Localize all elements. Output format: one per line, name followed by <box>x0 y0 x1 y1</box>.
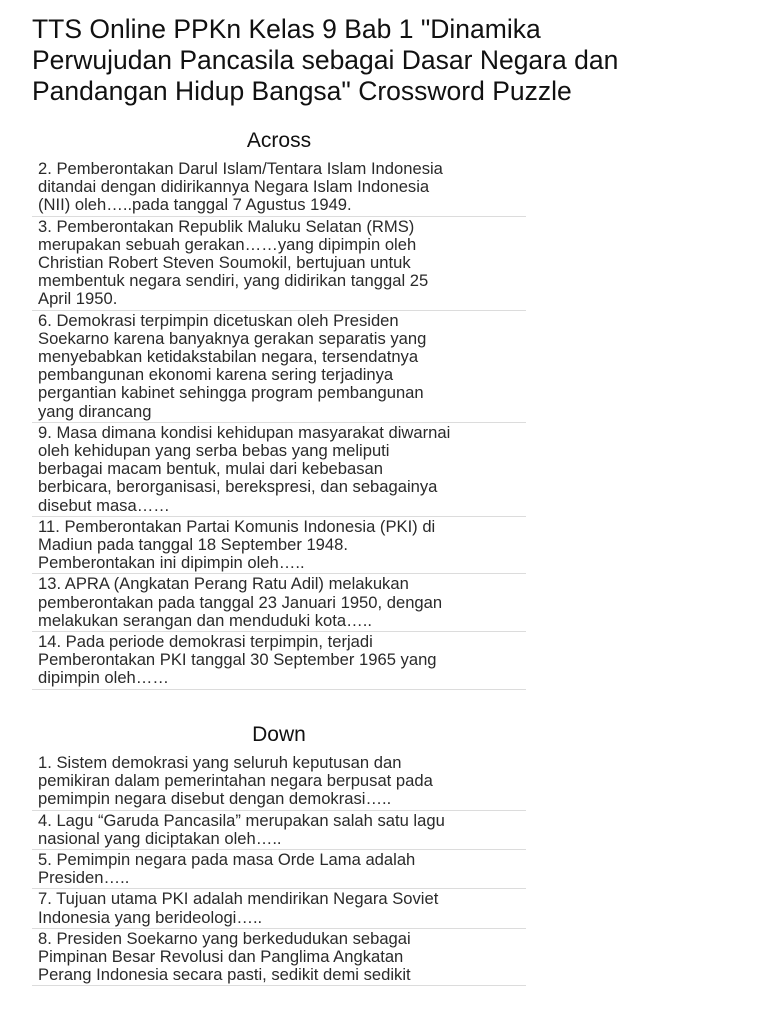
across-heading: Across <box>246 129 312 152</box>
clue-line: 6. Demokrasi terpimpin dicetuskan oleh Presiden <box>38 310 399 330</box>
across-clue <box>32 217 526 311</box>
clue-line: Christian Robert Steven Soumokil, bertujuan untuk <box>38 253 411 273</box>
clue-line: Presiden….. <box>38 868 130 888</box>
clue-line: pemikiran dalam pemerintahan negara berpusat pada <box>38 771 433 791</box>
clue-line: pergantian kabinet sehingga program pembangunan <box>38 383 424 403</box>
clue-line: berbagai macam bentuk, mulai dari kebebasan <box>38 459 383 479</box>
clue-line: disebut masa…… <box>38 495 170 515</box>
across-clue <box>32 159 526 217</box>
down-clue <box>32 850 526 889</box>
across-clue <box>32 423 526 517</box>
down-clue-list <box>32 753 526 986</box>
clue-line: 11. Pemberontakan Partai Komunis Indonesia (PKI) di <box>38 516 436 536</box>
down-clue <box>32 929 526 987</box>
title-line: TTS Online PPKn Kelas 9 Bab 1 "Dinamika <box>32 14 541 44</box>
clue-line: Pemberontakan ini dipimpin oleh….. <box>38 553 305 573</box>
clue-line: Pimpinan Besar Revolusi dan Panglima Angkatan <box>38 947 404 967</box>
down-clue <box>32 811 526 850</box>
clue-line: pemberontakan pada tanggal 23 Januari 1950, dengan <box>38 592 443 612</box>
page-title <box>32 14 732 107</box>
clue-line: (NII) oleh…..pada tanggal 7 Agustus 1949. <box>38 195 352 215</box>
clue-line: yang dirancang <box>38 401 152 421</box>
clue-line: 3. Pemberontakan Republik Maluku Selatan (RMS) <box>38 216 415 236</box>
clue-line: 7. Tujuan utama PKI adalah mendirikan Negara Soviet <box>38 889 439 909</box>
clue-line: melakukan serangan dan menduduki kota….. <box>38 610 372 630</box>
clue-line: ditandai dengan didirikannya Negara Islam Indonesia <box>38 177 430 197</box>
clue-line: pemimpin negara disebut dengan demokrasi….. <box>38 789 392 809</box>
clue-line: Pemberontakan PKI tanggal 30 September 1965 yang <box>38 650 437 670</box>
clue-line: nasional yang diciptakan oleh….. <box>38 828 282 848</box>
clue-line: menyebabkan ketidakstabilan negara, tersendatnya <box>38 347 419 367</box>
clue-line: April 1950. <box>38 289 118 309</box>
clue-line: 8. Presiden Soekarno yang berkedudukan sebagai <box>38 928 411 948</box>
clue-line: Indonesia yang berideologi….. <box>38 907 263 927</box>
clue-line: 14. Pada periode demokrasi terpimpin, terjadi <box>38 632 373 652</box>
clue-line: 2. Pemberontakan Darul Islam/Tentara Islam Indonesia <box>38 159 443 178</box>
across-clue-list <box>32 159 526 690</box>
down-clue <box>32 753 526 811</box>
clue-line: 5. Pemimpin negara pada masa Orde Lama adalah <box>38 850 416 870</box>
clue-line: Madiun pada tanggal 18 September 1948. <box>38 535 348 555</box>
across-clue <box>32 517 526 575</box>
across-clue <box>32 632 526 690</box>
clue-line: Soekarno karena banyaknya gerakan separatis yang <box>38 328 427 348</box>
title-line: Perwujudan Pancasila sebagai Dasar Negara dan <box>32 45 619 75</box>
clue-line: dipimpin oleh…… <box>38 668 169 688</box>
clue-line: membentuk negara sendiri, yang didirikan tanggal 25 <box>38 271 429 291</box>
across-clue <box>32 574 526 632</box>
down-heading: Down <box>252 723 306 746</box>
clue-line: 9. Masa dimana kondisi kehidupan masyarakat diwarnai <box>38 422 451 442</box>
across-clue <box>32 311 526 423</box>
clue-line: Perang Indonesia secara pasti, sedikit demi sedikit <box>38 965 411 985</box>
clue-line: 4. Lagu “Garuda Pancasila” merupakan salah satu lagu <box>38 810 445 830</box>
clue-line: merupakan sebuah gerakan……yang dipimpin oleh <box>38 234 417 254</box>
clue-line: oleh kehidupan yang serba bebas yang meliputi <box>38 441 390 461</box>
title-line: Pandangan Hidup Bangsa" Crossword Puzzle <box>32 76 572 106</box>
clue-line: pembangunan ekonomi karena sering terjadinya <box>38 365 394 385</box>
clue-line: berbicara, berorganisasi, berekspresi, dan sebagainya <box>38 477 438 497</box>
down-clue <box>32 889 526 928</box>
clue-line: 1. Sistem demokrasi yang seluruh keputusan dan <box>38 753 402 772</box>
clue-line: 13. APRA (Angkatan Perang Ratu Adil) melakukan <box>38 574 409 594</box>
